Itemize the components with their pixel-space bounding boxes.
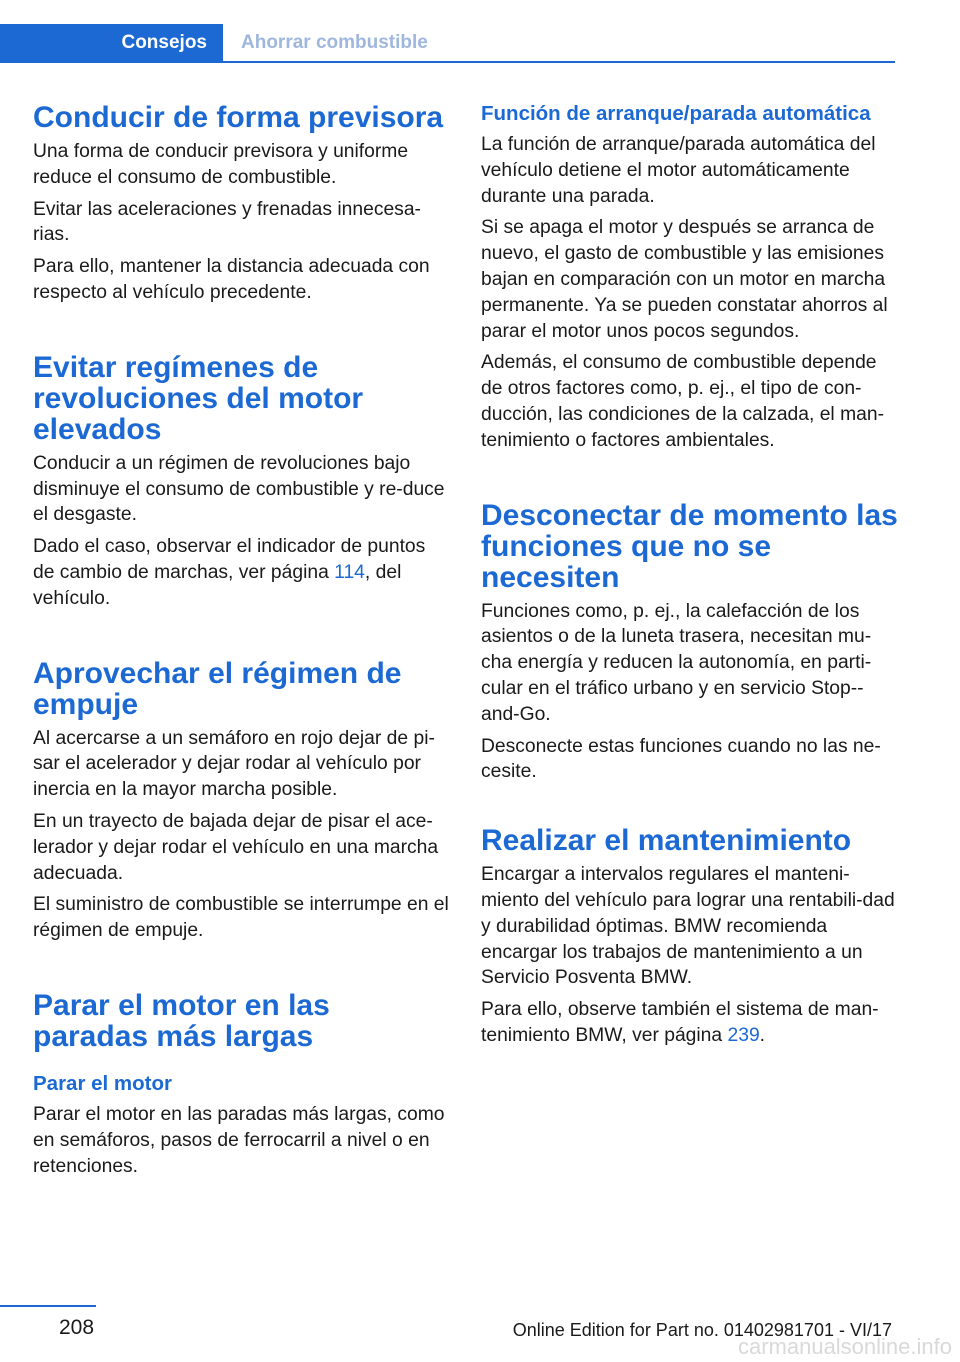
page-link-239[interactable]: 239 — [727, 1024, 760, 1046]
paragraph: Si se apaga el motor y después se arranca de nuevo, el gasto de combustible y las emisiones bajan en comparación con un motor en marcha permanente. Ya se pueden constatar ahorros al parar el motor unos pocos segundos. — [481, 217, 888, 342]
paragraph — [33, 534, 451, 611]
section-title-aprovechar-empuje: Aprovechar el régimen de empuje — [33, 656, 402, 721]
paragraph: Para ello, mantener la distancia adecuada con respecto al vehículo precedente. — [33, 256, 430, 303]
section-title-evitar-regimenes: Evitar regímenes de revoluciones del motor elevados — [33, 350, 364, 446]
text: , del vehículo. — [33, 561, 402, 609]
paragraph: Funciones como, p. ej., la calefacción de los asientos o de la luneta trasera, necesitan mu‐cha energía y reducen la autonomía, en parti‐cular en el tráfico urbano y en servicio Stop‐-and-Go. — [481, 600, 872, 725]
text: Para ello, observe también el sistema de man‐tenimiento BMW, ver página — [481, 999, 879, 1046]
paragraph: Al acercarse a un semáforo en rojo dejar de pi‐sar el acelerador y dejar rodar al vehículo por inercia en la mayor marcha posible. — [33, 727, 435, 801]
paragraph: Además, el consumo de combustible depende de otros factores como, p. ej., el tipo de con‐ducción, las condiciones de la calzada, el man‐tenimiento o factores ambientales. — [481, 352, 884, 451]
right-column — [481, 102, 899, 1055]
page-link-114[interactable]: 114 — [334, 561, 365, 583]
left-column — [33, 102, 451, 1185]
subsection-title-parar-motor: Parar el motor — [33, 1071, 172, 1095]
paragraph: Desconecte estas funciones cuando no las ne‐cesite. — [481, 735, 881, 783]
text: Dado el caso, observar el indicador de puntos de cambio de marchas, ver página — [33, 536, 426, 583]
paragraph: La función de arranque/parada automática del vehículo detiene el motor automáticamente durante una parada. — [481, 134, 876, 207]
page-number: 208 — [59, 1316, 95, 1339]
section-title-mantenimiento: Realizar el mantenimiento — [481, 824, 852, 858]
tab-ahorrar-combustible[interactable]: Ahorrar combustible — [241, 32, 428, 53]
watermark: carmanualsonline.info — [737, 1334, 952, 1359]
paragraph — [481, 997, 899, 1049]
section-title-conducir: Conducir de forma previsora — [33, 101, 444, 134]
edition-info: Online Edition for Part no. 01402981701 - VI/17 — [512, 1320, 892, 1340]
paragraph: Una forma de conducir previsora y uniforme reduce el consumo de combustible. — [33, 141, 409, 188]
paragraph: El suministro de combustible se interrumpe en el régimen de empuje. — [33, 894, 449, 942]
text: . — [759, 1024, 766, 1046]
footer-divider — [0, 1305, 96, 1307]
paragraph: Encargar a intervalos regulares el manteni‐miento del vehículo para lograr una rentabili‐dad y durabilidad óptimas. BMW recomienda encargar los trabajos de mantenimiento a un Servicio Posventa BMW. — [481, 864, 895, 989]
subsection-title-arranque-parada: Función de arranque/parada automática — [481, 102, 871, 125]
section-title-parar-motor: Parar el motor en las paradas más largas — [33, 988, 330, 1053]
tab-consejos[interactable]: Consejos — [0, 24, 223, 62]
section-title-desconectar-funciones: Desconectar de momento las funciones que no se necesiten — [481, 498, 898, 594]
paragraph: En un trayecto de bajada dejar de pisar el ace‐lerador y dejar rodar el vehículo en una marcha adecuada. — [33, 810, 439, 884]
paragraph: Conducir a un régimen de revoluciones bajo disminuye el consumo de combustible y re‐duce el desgaste. — [33, 452, 445, 526]
paragraph: Evitar las aceleraciones y frenadas innecesa‐rias. — [33, 198, 421, 246]
header-divider — [0, 61, 895, 63]
paragraph: Parar el motor en las paradas más largas, como en semáforos, pasos de ferrocarril a nivel o en retenciones. — [33, 1103, 445, 1177]
